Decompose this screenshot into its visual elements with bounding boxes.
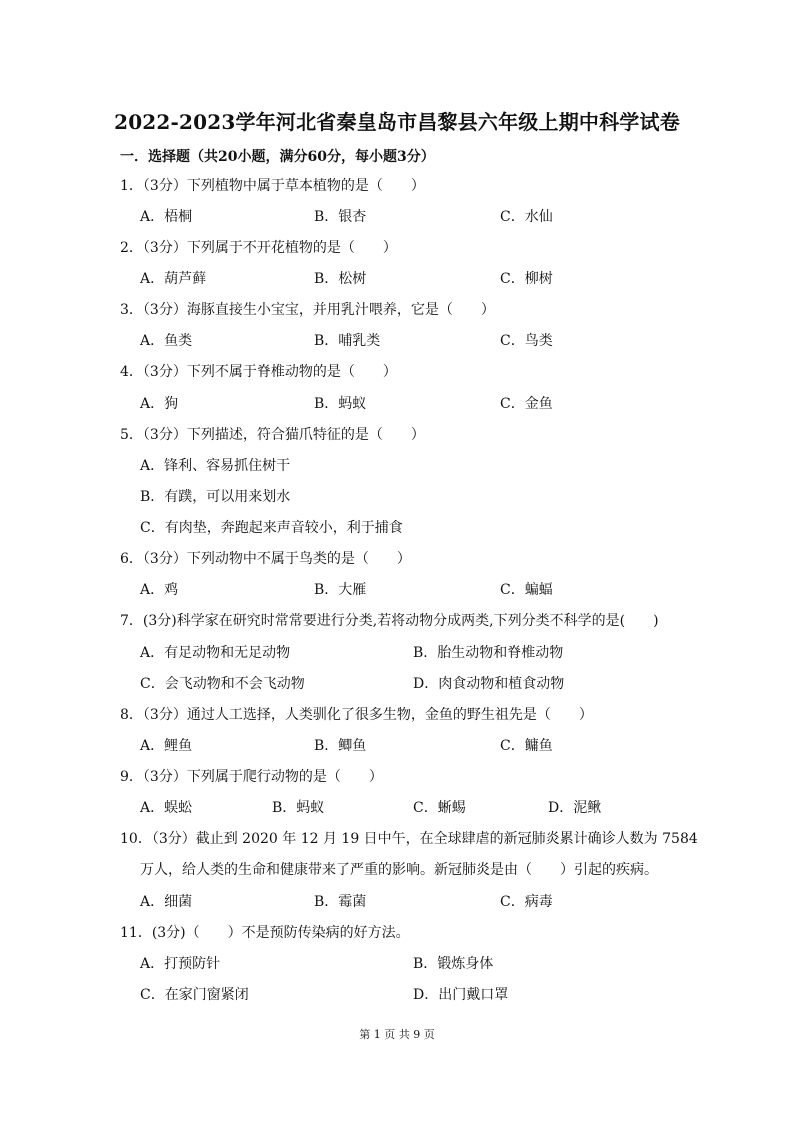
question-stem: 7．(3分)科学家在研究时常常要进行分类,若将动物分成两类,下列分类不科学的是( ) bbox=[120, 613, 659, 629]
option-a[interactable]: A．打预防针 bbox=[140, 956, 221, 972]
question-stem: 2．（3分）下列属于不开花植物的是（ ） bbox=[120, 240, 397, 256]
option-a[interactable]: A．有足动物和无足动物 bbox=[140, 645, 291, 661]
question-stem-line2: 万人，给人类的生命和健康带来了严重的影响。新冠肺炎是由（ ）引起的疾病。 bbox=[140, 862, 658, 878]
option-c[interactable]: C．鳙鱼 bbox=[500, 738, 553, 754]
option-a[interactable]: A．细菌 bbox=[140, 894, 193, 910]
option-c[interactable]: C．在家门窗紧闭 bbox=[140, 987, 249, 1003]
option-b[interactable]: B．蚂蚁 bbox=[272, 800, 325, 816]
question-stem bbox=[120, 824, 698, 886]
option-c[interactable]: C．会飞动物和不会飞动物 bbox=[140, 676, 305, 692]
option-a[interactable]: A．狗 bbox=[140, 396, 179, 412]
question-stem: 8．（3分）通过人工选择，人类驯化了很多生物，金鱼的野生祖先是（ ） bbox=[120, 707, 593, 723]
option-a[interactable]: A．梧桐 bbox=[140, 209, 193, 225]
option-b[interactable]: B．胎生动物和脊椎动物 bbox=[413, 645, 564, 661]
option-d[interactable]: D．出门戴口罩 bbox=[413, 987, 509, 1003]
option-b[interactable]: B．锻炼身体 bbox=[413, 956, 494, 972]
question-stem-line1: 10．（3分）截止到 2020 年 12 月 19 日中午，在全球肆虐的新冠肺炎累计确诊人数为 7584 bbox=[120, 831, 698, 847]
option-c[interactable]: C．柳树 bbox=[500, 271, 553, 287]
option-a[interactable]: A．蜈蚣 bbox=[140, 800, 193, 816]
option-b[interactable]: B．有蹼，可以用来划水 bbox=[140, 489, 291, 505]
option-c[interactable]: C．蝙蝠 bbox=[500, 582, 553, 598]
option-b[interactable]: B．蚂蚁 bbox=[314, 396, 367, 412]
option-b[interactable]: B．大雁 bbox=[314, 582, 367, 598]
page-title: 2022-2023学年河北省秦皇岛市昌黎县六年级上期中科学试卷 bbox=[114, 110, 680, 134]
option-b[interactable]: B．哺乳类 bbox=[314, 333, 381, 349]
question-stem: 5．（3分）下列描述，符合猫爪特征的是（ ） bbox=[120, 427, 425, 443]
question-stem: 6．（3分）下列动物中不属于鸟类的是（ ） bbox=[120, 551, 411, 567]
option-c[interactable]: C．蜥蜴 bbox=[413, 800, 466, 816]
question-stem: 11．(3分)（ ）不是预防传染病的好方法。 bbox=[120, 925, 410, 941]
option-c[interactable]: C．水仙 bbox=[500, 209, 553, 225]
option-c[interactable]: C．鸟类 bbox=[500, 333, 553, 349]
page-footer: 第 1 页 共 9 页 bbox=[359, 1028, 435, 1041]
option-c[interactable]: C．有肉垫，奔跑起来声音较小，利于捕食 bbox=[140, 520, 403, 536]
question-stem: 3．（3分）海豚直接生小宝宝，并用乳汁喂养，它是（ ） bbox=[120, 302, 495, 318]
option-b[interactable]: B．鲫鱼 bbox=[314, 738, 367, 754]
question-stem: 4．（3分）下列不属于脊椎动物的是（ ） bbox=[120, 364, 397, 380]
question-stem: 1．（3分）下列植物中属于草本植物的是（ ） bbox=[120, 178, 425, 194]
option-b[interactable]: B．松树 bbox=[314, 271, 367, 287]
option-b[interactable]: B．霉菌 bbox=[314, 894, 367, 910]
option-a[interactable]: A．鲤鱼 bbox=[140, 738, 193, 754]
option-a[interactable]: A．锋利、容易抓住树干 bbox=[140, 458, 291, 474]
option-b[interactable]: B．银杏 bbox=[314, 209, 367, 225]
option-c[interactable]: C．金鱼 bbox=[500, 396, 553, 412]
option-a[interactable]: A．葫芦藓 bbox=[140, 271, 207, 287]
question-stem: 9．（3分）下列属于爬行动物的是（ ） bbox=[120, 769, 383, 785]
option-d[interactable]: D．肉食动物和植食动物 bbox=[413, 676, 565, 692]
option-a[interactable]: A．鸡 bbox=[140, 582, 179, 598]
option-c[interactable]: C．病毒 bbox=[500, 894, 553, 910]
section-heading: 一．选择题（共20小题，满分60分，每小题3分） bbox=[120, 149, 435, 165]
option-d[interactable]: D．泥鳅 bbox=[548, 800, 602, 816]
option-a[interactable]: A．鱼类 bbox=[140, 333, 193, 349]
